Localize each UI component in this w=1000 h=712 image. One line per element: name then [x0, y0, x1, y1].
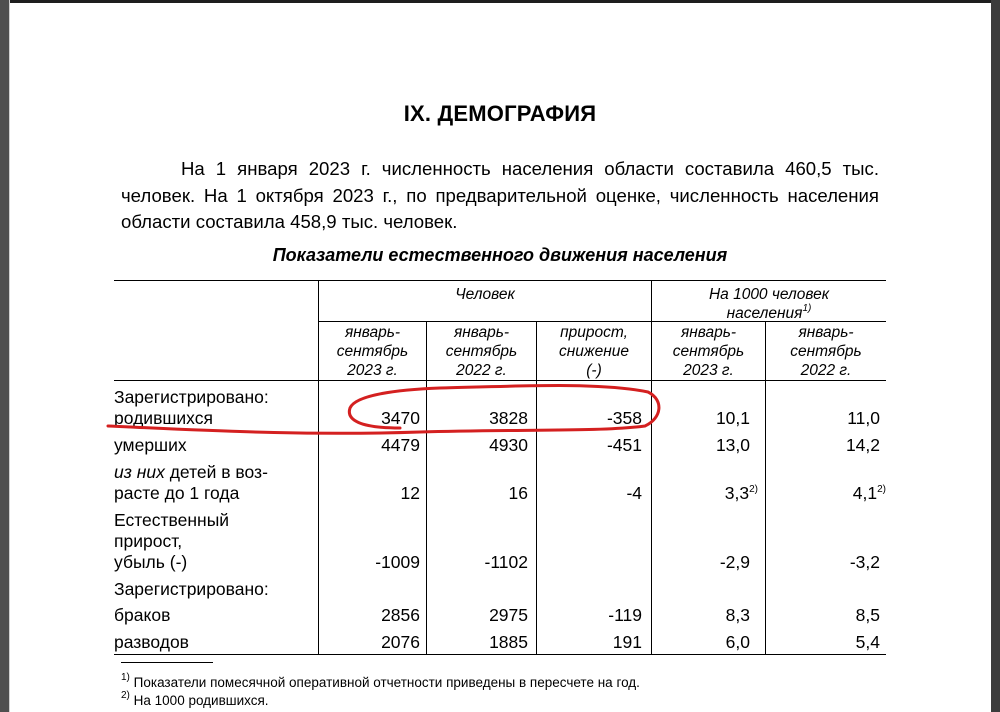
deaths-rate-2022: 14,2 [845, 435, 880, 455]
footnote-1-mark: 1) [121, 672, 130, 683]
footnote-1 [121, 674, 640, 691]
col-header-rate-2023 [652, 323, 765, 380]
row-label-registered: Зарегистрировано: [114, 387, 269, 407]
col-header-rate-2022-l2: сентябрь [790, 343, 862, 360]
header-persons: Человек [455, 286, 515, 303]
infants-rate-2022-value: 4,1 [852, 483, 878, 503]
natural-rate-2022: -3,2 [849, 552, 880, 572]
footnote-separator [121, 662, 213, 663]
divorces-rate-2023: 6,0 [725, 632, 750, 652]
table-title: Показатели естественного движения населения [272, 245, 728, 265]
infants-rate-2023-value: 3,3 [724, 483, 750, 503]
deaths-2023: 4479 [381, 435, 420, 455]
marriages-rate-2022: 8,5 [855, 605, 880, 625]
infants-change: -4 [626, 483, 642, 503]
row-label-infants-italic: из них [114, 462, 165, 482]
row-label-natural-l1: Естественный [114, 510, 230, 530]
births-rate-2023: 10,1 [715, 408, 750, 428]
row-label-infants-rest: детей в воз- [164, 462, 268, 482]
window-frame-top [0, 0, 1000, 3]
col-header-rate-2022 [766, 323, 886, 380]
divorces-rate-2022: 5,4 [855, 632, 880, 652]
col-header-rate-2023-l2: сентябрь [672, 343, 745, 360]
intro-paragraph: На 1 января 2023 г. численность населения области составила 460,5 тыс. человек. На 1 октября 2023 г., по предварительной оценке, численность населения области составила 458,9 тыс. человек. [121, 158, 879, 232]
footnote-2-text: На 1000 родившихся. [129, 693, 269, 708]
col-header-change-l3: (-) [586, 362, 602, 379]
row-label-registered-2: Зарегистрировано: [114, 579, 269, 599]
births-2022: 3828 [489, 408, 528, 428]
infants-rate-2022-footnote-mark: 2) [877, 484, 886, 495]
col-header-2023-l1: январь- [344, 324, 401, 341]
births-change: -358 [606, 408, 642, 428]
row-label-deaths: умерших [114, 435, 187, 455]
divorces-2022: 1885 [489, 632, 528, 652]
col-header-2022 [427, 323, 536, 380]
row-label-divorces: разводов [114, 632, 189, 652]
col-header-rate-2022-l3: 2022 г. [800, 362, 852, 379]
rule-header-bottom [114, 380, 886, 381]
row-label-natural-l2: прирост, [114, 531, 183, 551]
marriages-2023: 2856 [381, 605, 420, 625]
row-label-marriages: браков [114, 605, 171, 625]
header-per-1000 [652, 285, 886, 323]
births-2023: 3470 [381, 408, 420, 428]
divorces-2023: 2076 [381, 632, 420, 652]
natural-2022: -1102 [484, 552, 528, 572]
natural-rate-2023: -2,9 [719, 552, 750, 572]
header-per-1000-line1: На 1000 человек [708, 286, 830, 303]
row-label-births: родившихся [114, 408, 213, 428]
row-label-infants-line2: расте до 1 года [114, 483, 240, 503]
col-header-2023-l3: 2023 г. [347, 362, 398, 379]
col-header-2022-l1: январь- [453, 324, 510, 341]
births-rate-2022: 11,0 [847, 408, 880, 428]
col-header-change-l2: снижение [559, 343, 629, 360]
marriages-rate-2023: 8,3 [725, 605, 750, 625]
col-header-change [537, 323, 651, 380]
demography-table [114, 280, 886, 655]
col-header-2023-l2: сентябрь [336, 343, 409, 360]
row-label-natural-l3: убыль (-) [114, 552, 188, 572]
rule-bottom [114, 654, 886, 655]
col-header-change-l1: прирост, [560, 324, 628, 341]
infants-rate-2023 [725, 483, 758, 504]
marriages-change: -119 [608, 605, 642, 625]
row-label-infants [114, 462, 268, 483]
infants-rate-2022 [853, 483, 886, 504]
header-per-1000-footnote-mark: 1) [802, 303, 812, 314]
footnote-2 [121, 692, 269, 709]
deaths-2022: 4930 [489, 435, 528, 455]
footnote-2-mark: 2) [121, 690, 130, 701]
deaths-rate-2023: 13,0 [715, 435, 750, 455]
footnote-1-text: Показатели помесячной оперативной отчетности приведены в пересчете на год. [129, 675, 640, 690]
col-header-2022-l2: сентябрь [445, 343, 518, 360]
col-header-2022-l3: 2022 г. [456, 362, 507, 379]
rule-top [114, 280, 886, 281]
divorces-change: 191 [612, 632, 642, 652]
col-header-rate-2022-l1: январь- [798, 324, 854, 341]
col-header-rate-2023-l1: январь- [680, 324, 737, 341]
marriages-2022: 2975 [489, 605, 528, 625]
natural-2023: -1009 [375, 552, 420, 572]
section-title: IX. ДЕМОГРАФИЯ [403, 101, 597, 126]
col-header-rate-2023-l3: 2023 г. [683, 362, 734, 379]
header-per-1000-line2: населения [726, 305, 803, 322]
deaths-change: -451 [606, 435, 642, 455]
infants-2023: 12 [400, 483, 420, 503]
infants-rate-2023-footnote-mark: 2) [749, 484, 758, 495]
infants-2022: 16 [508, 483, 528, 503]
col-header-2023 [319, 323, 426, 380]
